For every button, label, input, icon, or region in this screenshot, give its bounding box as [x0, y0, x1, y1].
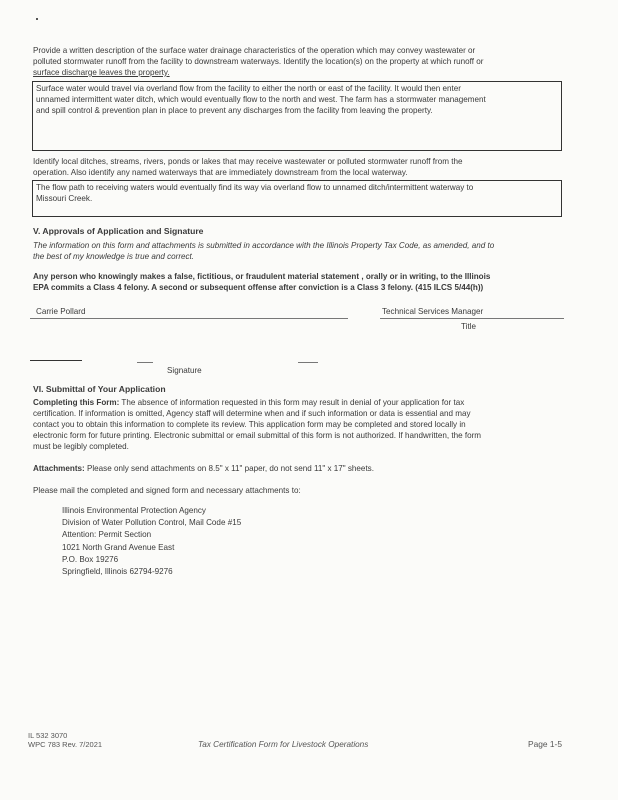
completing-line-4: electronic form for future printing. Electronic submittal or email submittal of this form is not authorized. If handwritten, the form: [33, 431, 482, 440]
drainage-answer-line-1: Surface water would travel via overland flow from the facility to either the north or east of the facility. It would then enter: [36, 84, 461, 93]
drainage-prompt-line-2: polluted stormwater runoff from the facility to downstream waterways. Identify the location(s) on the property at which runoff or: [33, 57, 484, 66]
attachments-paragraph: [33, 463, 563, 474]
stray-mark: [36, 18, 38, 20]
page-number: Page 1-5: [528, 739, 562, 749]
revision-code: WPC 783 Rev. 7/2021: [28, 740, 103, 749]
section-6-heading: VI. Submittal of Your Application: [33, 384, 166, 394]
statement-line-2: the best of my knowledge is true and correct.: [33, 252, 195, 261]
signature-rule-3: [298, 362, 318, 363]
drainage-answer-line-2: unnamed intermittent water ditch, which would eventually flow to the north and west. The farm has a stormwater management: [36, 95, 486, 104]
warning-line-2: EPA commits a Class 4 felony. A second or subsequent offense after conviction is a Class 3 felony. (415 ILCS 5/44(h)): [33, 283, 484, 292]
address-line: Attention: Permit Section: [62, 530, 152, 540]
completing-line-5: must be legibly completed.: [33, 442, 129, 451]
section-5-heading: V. Approvals of Application and Signature: [33, 226, 204, 236]
signature-label: Signature: [167, 366, 202, 375]
completing-line-2: certification. If information is omitted, Agency staff will determine when and if such information or data is essential and may: [33, 409, 471, 418]
drainage-answer-field[interactable]: [32, 81, 562, 151]
attachments-label: Attachments:: [33, 464, 85, 473]
waters-answer-line-2: Missouri Creek.: [36, 194, 93, 203]
title-label: Title: [461, 322, 476, 331]
signature-rule-2: [137, 362, 153, 363]
waters-prompt-line-2: operation. Also identify any named waterways that are immediately downstream from the local waterway.: [33, 168, 408, 177]
drainage-prompt: [33, 45, 563, 78]
address-line: Springfield, Illinois 62794-9276: [62, 567, 173, 577]
address-line: 1021 North Grand Avenue East: [62, 542, 175, 552]
waters-answer-line-1: The flow path to receiving waters would eventually find its way via overland flow to unnamed ditch/intermittent waterway to: [36, 183, 474, 192]
completing-paragraph: [33, 397, 563, 452]
signature-rule-1: [30, 360, 82, 361]
drainage-prompt-line-1: Provide a written description of the surface water drainage characteristics of the operation which may convey wastewater or: [33, 46, 476, 55]
drainage-prompt-line-3: surface discharge leaves the property.: [33, 68, 170, 77]
section-5-statement: [33, 240, 563, 262]
mailing-address: [62, 505, 362, 578]
signer-name-field[interactable]: Carrie Pollard: [36, 307, 86, 316]
waters-prompt-line-1: Identify local ditches, streams, rivers, ponds or lakes that may receive wastewater or polluted stormwater runoff from the: [33, 157, 463, 166]
mail-instructions: Please mail the completed and signed form and necessary attachments to:: [33, 486, 301, 495]
completing-label: Completing this Form:: [33, 398, 120, 407]
completing-line-1: The absence of information requested in this form may result in denial of your application for tax: [119, 398, 465, 407]
form-code: IL 532 3070: [28, 731, 68, 740]
address-line: P.O. Box 19276: [62, 554, 119, 564]
footer-codes: [28, 731, 102, 749]
warning-line-1: Any person who knowingly makes a false, fictitious, or fraudulent material statement , orally or in writing, to the Illinois: [33, 272, 491, 281]
statement-line-1: The information on this form and attachments is submitted in accordance with the Illinois Property Tax Code, as amended, and to: [33, 241, 495, 250]
felony-warning: [33, 271, 563, 293]
title-field[interactable]: Technical Services Manager: [382, 307, 484, 316]
footer-form-title: Tax Certification Form for Livestock Operations: [198, 740, 369, 749]
attachments-text: Please only send attachments on 8.5" x 11" paper, do not send 11" x 17" sheets.: [84, 464, 374, 473]
address-line: Illinois Environmental Protection Agency: [62, 506, 206, 515]
completing-line-3: contact you to obtain this information to complete its review. This application form may be completed and stored locally in: [33, 420, 466, 429]
drainage-answer-line-3: and spill control & prevention plan in place to prevent any discharges from the facility from leaving the property.: [36, 106, 433, 115]
waters-prompt: [33, 156, 563, 178]
title-rule: [380, 318, 564, 319]
name-rule: [30, 318, 348, 319]
address-line: Division of Water Pollution Control, Mail Code #15: [62, 518, 242, 528]
waters-answer-field[interactable]: [32, 180, 562, 217]
